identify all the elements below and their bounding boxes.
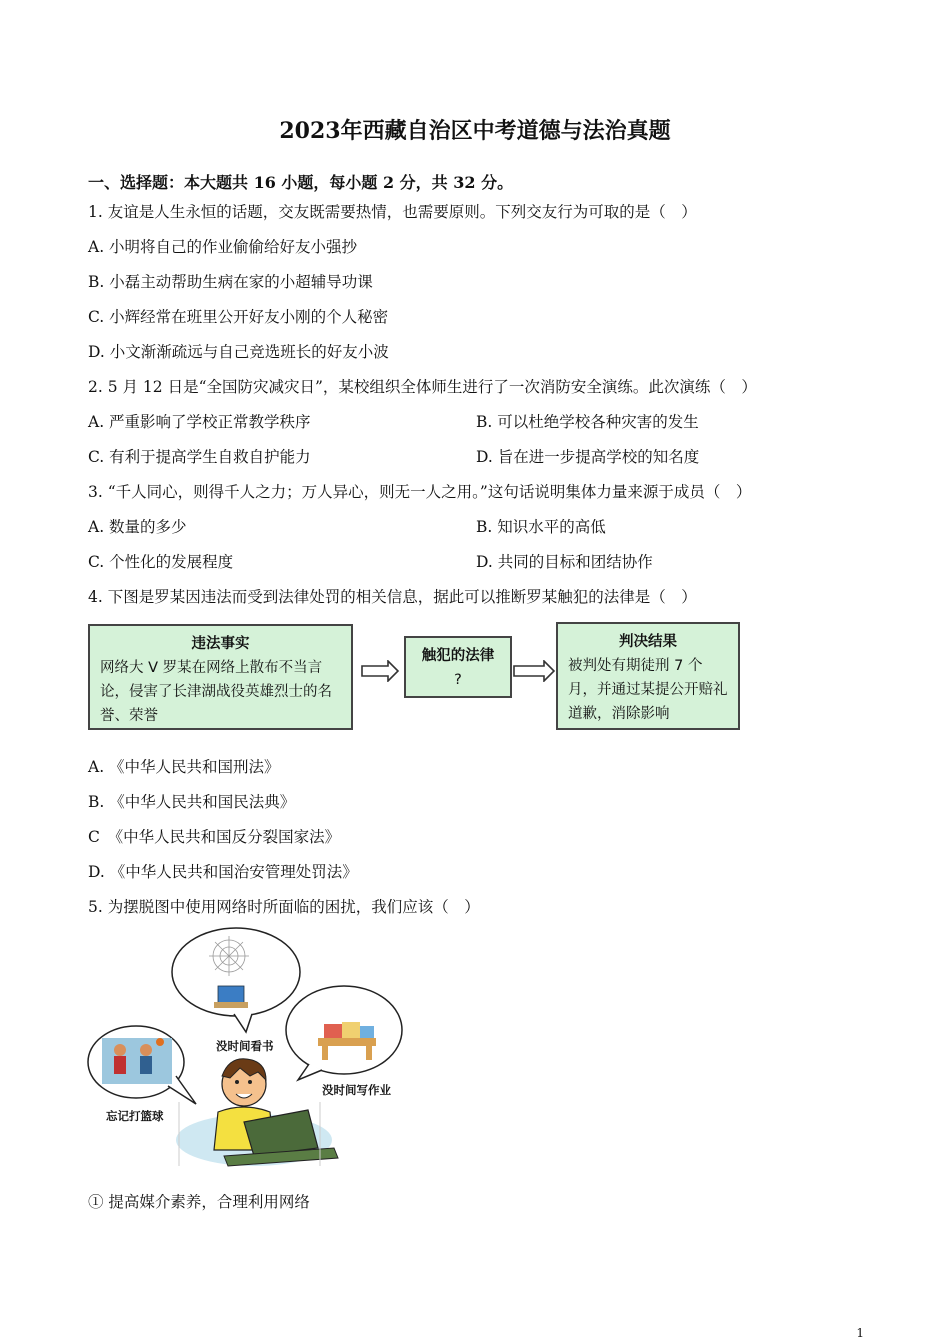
q2-option-c: C. 有利于提高学生自救自护能力: [88, 448, 311, 466]
q2-option-b: B. 可以杜绝学校各种灾害的发生: [476, 413, 699, 431]
verdict-box-body: 被判处有期徒刑 7 个月，并通过某提公开赔礼道歉，消除影响: [568, 658, 728, 722]
q4-option-b: B. 《中华人民共和国民法典》: [88, 793, 296, 811]
q2-option-a: A. 严重影响了学校正常教学秩序: [88, 413, 311, 431]
q1-option-a: A. 小明将自己的作业偷偷给好友小强抄: [88, 238, 358, 256]
q1-option-d: D. 小文渐渐疏远与自己竞选班长的好友小波: [88, 343, 389, 361]
q3-stem: 3. “千人同心，则得千人之力；万人异心，则无一人之用。”这句话说明集体力量来源于成员（ ）: [88, 483, 752, 501]
q3-option-b: B. 知识水平的高低: [476, 518, 606, 536]
q1-stem: 1. 友谊是人生永恒的话题，交友既需要热情，也需要原则。下列交友行为可取的是（ ）: [88, 203, 697, 221]
q3-option-c: C. 个性化的发展程度: [88, 553, 234, 571]
fact-box: [88, 624, 353, 730]
q2-option-d: D. 旨在进一步提高学校的知名度: [476, 448, 700, 466]
q5-option-1: ① 提高媒介素养，合理利用网络: [88, 1193, 310, 1211]
q1-option-c: C. 小辉经常在班里公开好友小刚的个人秘密: [88, 308, 389, 326]
fact-box-body: 网络大 V 罗某在网络上散布不当言论，侵害了长津湖战役英雄烈士的名誉、荣誉: [100, 660, 332, 724]
caption-no-time-read: 没时间看书: [216, 1039, 274, 1053]
caption-no-time-homework: 没时间写作业: [322, 1083, 391, 1097]
verdict-box: [556, 622, 740, 730]
q4-option-a: A. 《中华人民共和国刑法》: [88, 758, 280, 776]
arrow-icon: [512, 660, 556, 682]
law-box-title: 触犯的法律: [421, 648, 495, 664]
q5-stem: 5. 为摆脱图中使用网络时所面临的困扰，我们应该（ ）: [88, 898, 480, 916]
q3-option-d: D. 共同的目标和团结协作: [476, 553, 653, 571]
q4-option-c: C 《中华人民共和国反分裂国家法》: [88, 828, 341, 846]
arrow-icon: [360, 660, 400, 682]
fact-box-title: 违法事实: [191, 636, 250, 652]
section-heading: 一、选择题：本大题共 16 小题，每小题 2 分，共 32 分。: [88, 173, 514, 192]
q2-stem: 2. 5 月 12 日是“全国防灾减灾日”，某校组织全体师生进行了一次消防安全演练。此次演练（ ）: [88, 378, 757, 396]
verdict-box-title: 判决结果: [619, 634, 677, 650]
q4-stem: 4. 下图是罗某因违法而受到法律处罚的相关信息，据此可以推断罗某触犯的法律是（ ）: [88, 588, 697, 606]
law-box: [404, 636, 512, 698]
law-box-body: ?: [454, 672, 462, 688]
q3-option-a: A. 数量的多少: [88, 518, 187, 536]
page-number: 1: [856, 1326, 864, 1340]
caption-forget-basketball: 忘记打篮球: [106, 1109, 164, 1123]
q1-option-b: B. 小磊主动帮助生病在家的小超辅导功课: [88, 273, 373, 291]
page-title: 2023年西藏自治区中考道德与法治真题: [279, 118, 671, 144]
q4-option-d: D. 《中华人民共和国治安管理处罚法》: [88, 863, 358, 881]
